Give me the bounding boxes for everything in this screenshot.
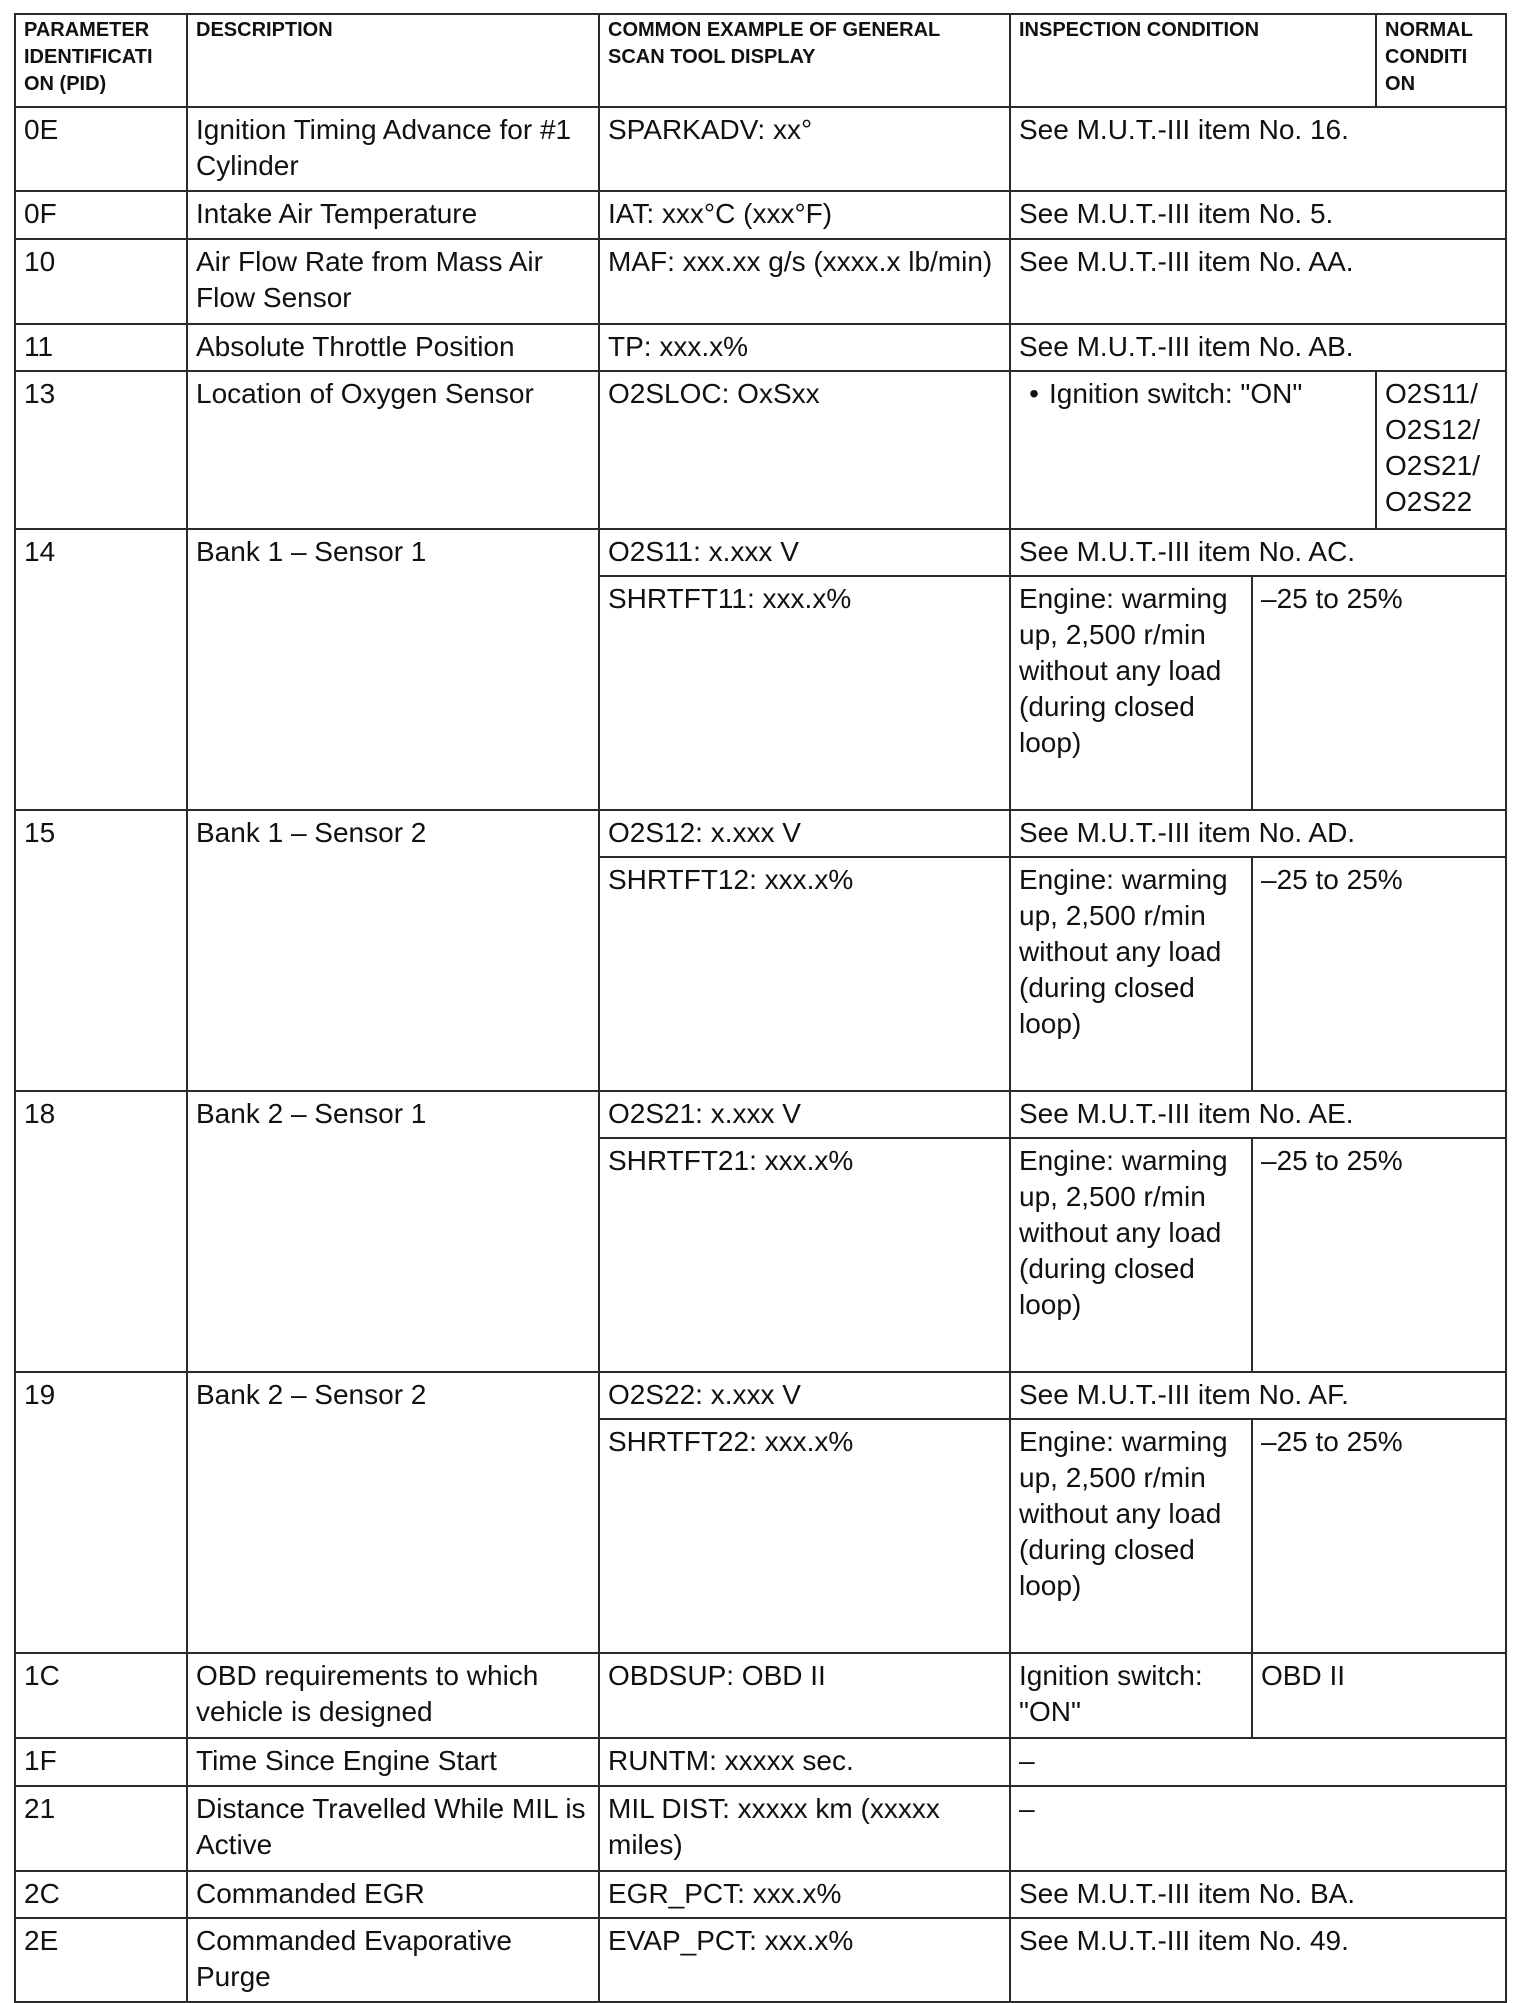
- cell-description: OBD requirements to which vehicle is designed: [187, 1653, 599, 1738]
- cell-pid: 1F: [15, 1738, 187, 1786]
- bullet-item: [1019, 376, 1367, 412]
- table-row: [15, 371, 1506, 529]
- header-normal-condition: NORMAL CONDITI ON: [1376, 14, 1506, 107]
- cell-normal: O2S11/ O2S12/ O2S21/ O2S22: [1376, 371, 1506, 529]
- cell-pid: 2C: [15, 1871, 187, 1918]
- cell-inspection: See M.U.T.-III item No. BA.: [1010, 1871, 1506, 1918]
- cell-description: Location of Oxygen Sensor: [187, 371, 599, 529]
- cell-display: O2S12: x.xxx V: [599, 810, 1010, 857]
- cell-normal: OBD II: [1252, 1653, 1506, 1738]
- cell-display: O2S21: x.xxx V: [599, 1091, 1010, 1138]
- table-row: [15, 810, 1506, 857]
- cell-pid: 0E: [15, 107, 187, 191]
- table-row: [15, 191, 1506, 239]
- cell-inspection: Engine: warming up, 2,500 r/min without any load (during closed loop): [1010, 576, 1252, 810]
- table-row: [15, 1871, 1506, 1918]
- table-row: [15, 1738, 1506, 1786]
- cell-display: O2SLOC: OxSxx: [599, 371, 1010, 529]
- cell-display: SHRTFT21: xxx.x%: [599, 1138, 1010, 1372]
- cell-inspection: See M.U.T.-III item No. AA.: [1010, 239, 1506, 324]
- cell-description: Bank 2 – Sensor 2: [187, 1372, 599, 1653]
- cell-inspection: See M.U.T.-III item No. AB.: [1010, 324, 1506, 371]
- cell-display: OBDSUP: OBD II: [599, 1653, 1010, 1738]
- cell-description: Time Since Engine Start: [187, 1738, 599, 1786]
- cell-description: Ignition Timing Advance for #1 Cylinder: [187, 107, 599, 191]
- table-row: [15, 1918, 1506, 2002]
- cell-description: Bank 2 – Sensor 1: [187, 1091, 599, 1372]
- cell-inspection: See M.U.T.-III item No. AE.: [1010, 1091, 1506, 1138]
- cell-inspection: See M.U.T.-III item No. 16.: [1010, 107, 1506, 191]
- cell-pid: 14: [15, 529, 187, 810]
- cell-inspection: Engine: warming up, 2,500 r/min without any load (during closed loop): [1010, 1138, 1252, 1372]
- pid-table-wrapper: [14, 13, 1507, 2003]
- cell-display: SHRTFT11: xxx.x%: [599, 576, 1010, 810]
- cell-description: Bank 1 – Sensor 2: [187, 810, 599, 1091]
- cell-inspection: Ignition switch: "ON": [1010, 1653, 1252, 1738]
- cell-normal: –25 to 25%: [1252, 576, 1506, 810]
- cell-pid: 21: [15, 1786, 187, 1871]
- table-row: [15, 1786, 1506, 1871]
- table-row: [15, 529, 1506, 576]
- cell-pid: 13: [15, 371, 187, 529]
- cell-description: Air Flow Rate from Mass Air Flow Sensor: [187, 239, 599, 324]
- cell-display: TP: xxx.x%: [599, 324, 1010, 371]
- table-row: [15, 1372, 1506, 1419]
- cell-display: EGR_PCT: xxx.x%: [599, 1871, 1010, 1918]
- cell-display: O2S22: x.xxx V: [599, 1372, 1010, 1419]
- cell-pid: 2E: [15, 1918, 187, 2002]
- table-row: [15, 107, 1506, 191]
- cell-display: SHRTFT22: xxx.x%: [599, 1419, 1010, 1653]
- cell-pid: 15: [15, 810, 187, 1091]
- cell-description: Intake Air Temperature: [187, 191, 599, 239]
- bullet: •: [1029, 378, 1039, 409]
- cell-inspection: See M.U.T.-III item No. AC.: [1010, 529, 1506, 576]
- cell-inspection: [1010, 371, 1376, 529]
- cell-display: SHRTFT12: xxx.x%: [599, 857, 1010, 1091]
- cell-pid: 1C: [15, 1653, 187, 1738]
- cell-description: Commanded Evaporative Purge: [187, 1918, 599, 2002]
- cell-normal: –25 to 25%: [1252, 857, 1506, 1091]
- cell-inspection: See M.U.T.-III item No. 49.: [1010, 1918, 1506, 2002]
- cell-inspection: –: [1010, 1738, 1506, 1786]
- cell-pid: 10: [15, 239, 187, 324]
- table-row: [15, 1653, 1506, 1738]
- header-pid: PARAMETER IDENTIFICATI ON (PID): [15, 14, 187, 107]
- cell-display: MIL DIST: xxxxx km (xxxxx miles): [599, 1786, 1010, 1871]
- bullet-text: Ignition switch: "ON": [1049, 378, 1303, 409]
- cell-description: Distance Travelled While MIL is Active: [187, 1786, 599, 1871]
- cell-pid: 11: [15, 324, 187, 371]
- pid-table: [14, 13, 1507, 2003]
- table-header-row: [15, 14, 1506, 107]
- cell-display: IAT: xxx°C (xxx°F): [599, 191, 1010, 239]
- cell-normal: –25 to 25%: [1252, 1419, 1506, 1653]
- cell-pid: 19: [15, 1372, 187, 1653]
- cell-inspection: –: [1010, 1786, 1506, 1871]
- cell-display: MAF: xxx.xx g/s (xxxx.x lb/min): [599, 239, 1010, 324]
- cell-pid: 0F: [15, 191, 187, 239]
- table-row: [15, 324, 1506, 371]
- cell-normal: –25 to 25%: [1252, 1138, 1506, 1372]
- cell-inspection: Engine: warming up, 2,500 r/min without any load (during closed loop): [1010, 1419, 1252, 1653]
- cell-display: O2S11: x.xxx V: [599, 529, 1010, 576]
- cell-description: Commanded EGR: [187, 1871, 599, 1918]
- cell-description: Bank 1 – Sensor 1: [187, 529, 599, 810]
- cell-pid: 18: [15, 1091, 187, 1372]
- cell-inspection: See M.U.T.-III item No. AD.: [1010, 810, 1506, 857]
- header-inspection-condition: INSPECTION CONDITION: [1010, 14, 1376, 107]
- cell-display: RUNTM: xxxxx sec.: [599, 1738, 1010, 1786]
- cell-display: SPARKADV: xx°: [599, 107, 1010, 191]
- cell-inspection: See M.U.T.-III item No. 5.: [1010, 191, 1506, 239]
- table-row: [15, 239, 1506, 324]
- cell-description: Absolute Throttle Position: [187, 324, 599, 371]
- cell-inspection: See M.U.T.-III item No. AF.: [1010, 1372, 1506, 1419]
- table-row: [15, 1091, 1506, 1138]
- cell-display: EVAP_PCT: xxx.x%: [599, 1918, 1010, 2002]
- header-description: DESCRIPTION: [187, 14, 599, 107]
- cell-inspection: Engine: warming up, 2,500 r/min without any load (during closed loop): [1010, 857, 1252, 1091]
- header-scan-tool-display: COMMON EXAMPLE OF GENERAL SCAN TOOL DISPLAY: [599, 14, 1010, 107]
